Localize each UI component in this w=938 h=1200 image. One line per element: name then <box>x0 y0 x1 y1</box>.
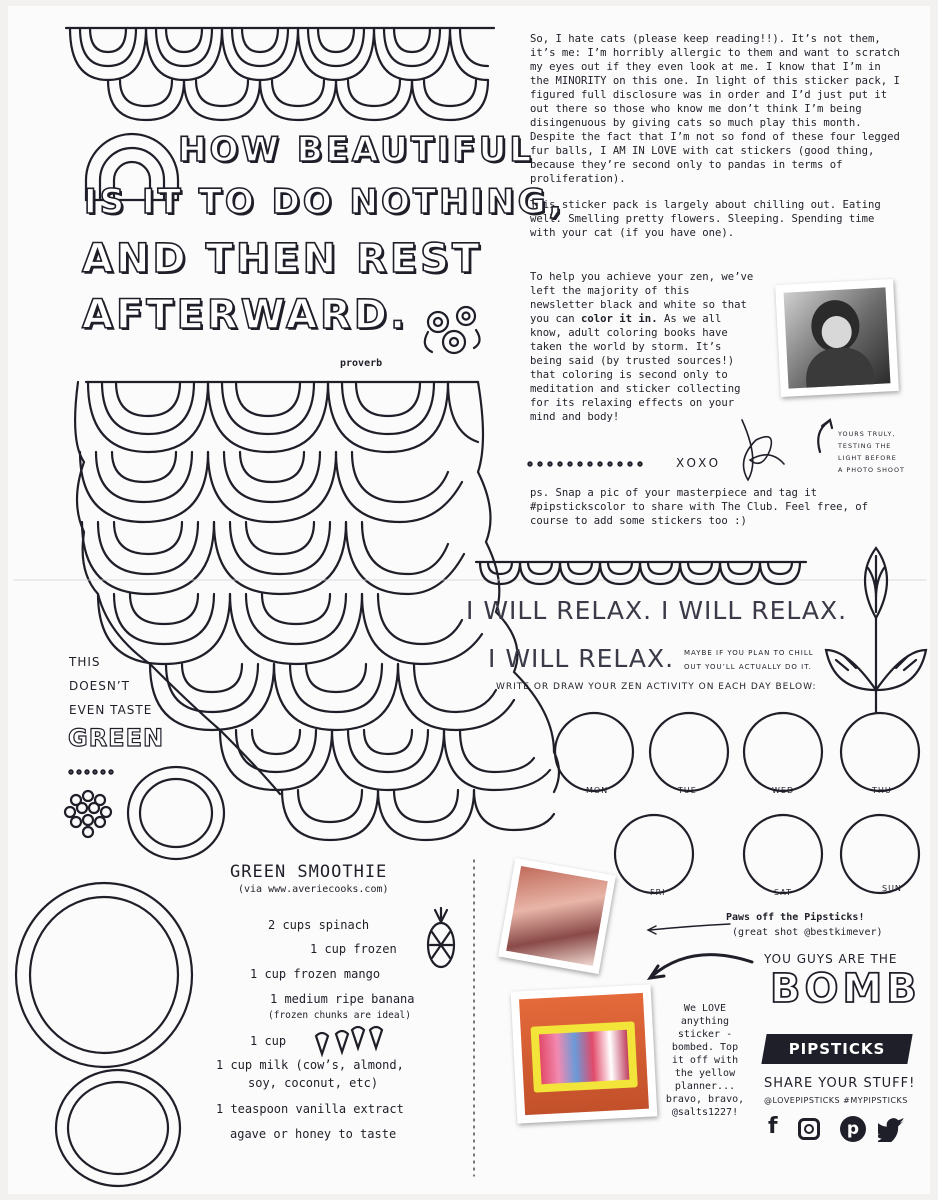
planner-photo <box>511 984 658 1123</box>
ingredient: 1 cup <box>250 1034 287 1048</box>
cat-photo <box>498 858 616 974</box>
quote-line-4: AFTERWARD. <box>82 292 409 338</box>
day-label-mon: MON <box>586 786 609 795</box>
social-handles: @LOVEPIPSTICKS #MYPIPSTICKS <box>764 1096 908 1105</box>
recipe-source: (via www.averiecooks.com) <box>238 884 389 895</box>
intro-paragraph-3 <box>530 270 756 424</box>
photo-caption <box>838 428 928 476</box>
bomb-line-1: YOU GUYS ARE THE <box>764 952 898 966</box>
xoxo-signoff: XOXO <box>676 456 722 470</box>
pipsticks-logo <box>761 1034 912 1064</box>
love-caption-line: it off with <box>671 1055 739 1066</box>
relax-aside-line: MAYBE IF YOU PLAN TO CHILL <box>684 649 814 657</box>
day-label-thu: THU <box>872 786 892 795</box>
smoothie-note-line: DOESN’T <box>69 679 131 693</box>
intro-paragraph-3-block <box>530 270 756 436</box>
day-label-wed: WED <box>772 786 795 795</box>
twitter-icon[interactable] <box>878 1118 906 1142</box>
day-label-sat: SAT <box>774 888 792 897</box>
love-caption-line: the yellow <box>674 1068 736 1079</box>
smoothie-note <box>69 650 152 722</box>
love-caption-line: @salts1227! <box>671 1107 739 1118</box>
paws-credit: (great shot @bestkimever) <box>732 927 883 938</box>
quote-attribution: proverb <box>340 358 383 369</box>
ingredient: 1 cup frozen <box>310 942 397 956</box>
day-label-fri: FRI <box>650 888 666 897</box>
smoothie-note-line: EVEN TASTE <box>69 703 153 717</box>
paws-title: Paws off the Pipsticks! <box>726 912 865 923</box>
intro-text <box>530 32 906 252</box>
quote-line-3: AND THEN REST <box>82 236 483 282</box>
love-caption-line: bombed. Top <box>671 1042 739 1053</box>
relax-aside <box>684 646 814 674</box>
photo-caption-line: TESTING THE <box>838 442 892 450</box>
day-label-tue: TUE <box>678 786 697 795</box>
ingredient: 1 teaspoon vanilla extract <box>216 1102 404 1116</box>
photo-caption-line: LIGHT BEFORE <box>838 454 897 462</box>
ingredient: 2 cups spinach <box>268 918 370 932</box>
love-caption-line: We LOVE <box>683 1003 727 1014</box>
ingredient: agave or honey to taste <box>230 1127 397 1141</box>
ingredient-note: (frozen chunks are ideal) <box>268 1010 411 1021</box>
ingredient: 1 cup frozen mango <box>250 967 381 981</box>
intro-p3-end: As we all know, adult coloring books have taken the world by storm. It’s being said (by trusted sources!) that coloring is second only to meditation and sticker collecting for its relaxing effects on your mind and body! <box>530 313 741 423</box>
share-heading: SHARE YOUR STUFF! <box>764 1076 916 1091</box>
relax-line-1: I WILL RELAX. I WILL RELAX. <box>466 596 848 625</box>
pipsticks-logo-text: PIPSTICKS <box>788 1040 886 1058</box>
love-caption <box>662 1002 748 1119</box>
relax-line-2: I WILL RELAX. <box>488 644 675 673</box>
recipe-title: GREEN SMOOTHIE <box>230 862 388 882</box>
day-label-sun: SUN <box>882 884 902 893</box>
zen-instruction: WRITE OR DRAW YOUR ZEN ACTIVITY ON EACH DAY BELOW: <box>496 682 817 692</box>
ps-note-block <box>530 486 910 540</box>
love-caption-line: sticker - <box>677 1029 733 1040</box>
photo-caption-line: A PHOTO SHOOT <box>838 466 905 474</box>
love-caption-line: anything <box>680 1016 730 1027</box>
smoothie-note-line: THIS <box>69 655 101 669</box>
smoothie-note-green: GREEN <box>68 724 165 752</box>
instagram-icon[interactable] <box>798 1118 820 1140</box>
cat-photo-image <box>506 866 608 966</box>
photo-caption-line: YOURS TRULY, <box>838 430 896 438</box>
intro-paragraph-1: So, I hate cats (please keep reading!!). It’s not them, it’s me: I’m horribly allergic to them and want to scratch my eyes out if they even look at me. I know that I’m in the MINORITY on this one. In light of this sticker pack, I figured full disclosure was in order and I’d just put it out there so those who know me don’t think I’m being disingenuous by giving cats so much play this month. Despite the fact that I’m not so fond of these four legged fur balls, I AM IN LOVE with cat stickers (good thing, because they’re second only to pandas in terms of proliferation). <box>530 33 900 185</box>
ingredient: soy, coconut, etc) <box>248 1076 379 1090</box>
facebook-icon[interactable]: f <box>768 1114 778 1139</box>
author-photo-image <box>784 287 891 388</box>
bomb-line-2: BOMB <box>770 966 921 1012</box>
relax-aside-line: OUT YOU’LL ACTUALLY DO IT. <box>684 663 812 671</box>
ingredient: 1 medium ripe banana <box>270 992 415 1006</box>
ps-note: ps. Snap a pic of your masterpiece and tag it #pipstickscolor to share with The Club. Feel free, of course to add some stickers too :) <box>530 487 869 527</box>
intro-p3-start: To help you achieve your zen, we’ve left the majority of this newsletter black and white so that you can <box>530 271 754 325</box>
author-photo <box>775 279 899 397</box>
quote-line-1: HOW BEAUTIFUL <box>178 130 535 170</box>
love-caption-line: planner... <box>674 1081 736 1092</box>
pinterest-icon[interactable]: p <box>840 1116 866 1142</box>
love-caption-line: bravo, bravo, <box>665 1094 745 1105</box>
quote-line-2: IS IT TO DO NOTHING, <box>84 182 565 222</box>
color-it-in-emphasis: color it in. <box>581 313 658 325</box>
planner-photo-image <box>519 993 649 1115</box>
intro-paragraph-2: This sticker pack is largely about chilling out. Eating well. Smelling pretty flowers. Sleeping. Spending time with your cat (if you have one). <box>530 199 881 239</box>
ingredient: 1 cup milk (cow’s, almond, <box>216 1058 404 1072</box>
